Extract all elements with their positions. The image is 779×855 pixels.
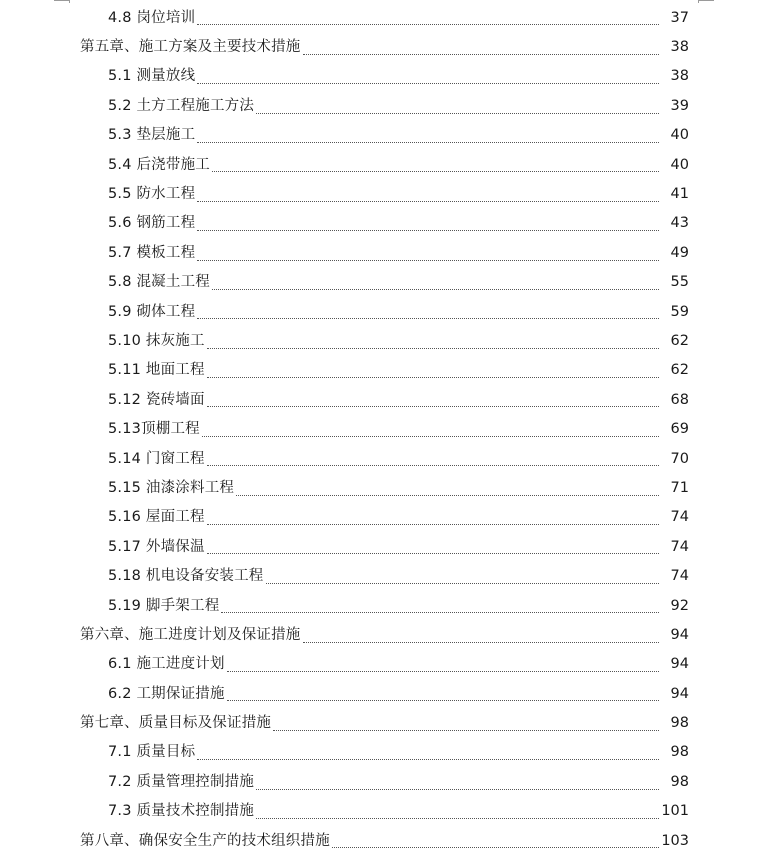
toc-entry-page-number: 74 [670, 509, 689, 526]
toc-dot-leader [197, 23, 659, 25]
toc-section-entry[interactable] [0, 561, 779, 590]
toc-entry-page-number: 70 [670, 450, 689, 467]
toc-entry-page-number: 101 [661, 803, 689, 820]
toc-section-entry[interactable] [0, 150, 779, 179]
toc-dot-leader [212, 170, 659, 172]
toc-dot-leader [207, 464, 659, 466]
toc-section-entry[interactable] [0, 738, 779, 767]
toc-entry-title: 6.1 施工进度计划 [108, 656, 225, 673]
toc-section-entry[interactable] [0, 385, 779, 414]
toc-chapter-entry[interactable] [0, 32, 779, 61]
toc-entry-page-number: 38 [670, 68, 689, 85]
toc-dot-leader [256, 112, 659, 114]
toc-dot-leader [256, 788, 659, 790]
toc-dot-leader [212, 288, 659, 290]
toc-section-entry[interactable] [0, 179, 779, 208]
toc-section-entry[interactable] [0, 444, 779, 473]
toc-entry-title: 5.11 地面工程 [108, 362, 205, 379]
toc-entry-page-number: 49 [670, 244, 689, 261]
toc-entry-title: 5.3 垫层施工 [108, 127, 196, 144]
toc-entry-title: 5.15 油漆涂料工程 [108, 479, 235, 496]
toc-entry-title: 5.1 测量放线 [108, 68, 196, 85]
toc-entry-title: 5.5 防水工程 [108, 186, 196, 203]
toc-chapter-entry[interactable] [0, 620, 779, 649]
toc-entry-page-number: 74 [670, 568, 689, 585]
toc-entry-title: 4.8 岗位培训 [108, 9, 196, 26]
toc-entry-page-number: 69 [670, 421, 689, 438]
toc-dot-leader [236, 494, 659, 496]
toc-section-entry[interactable] [0, 326, 779, 355]
toc-dot-leader [197, 317, 659, 319]
toc-section-entry[interactable] [0, 473, 779, 502]
toc-section-entry[interactable] [0, 297, 779, 326]
toc-section-entry[interactable] [0, 679, 779, 708]
toc-dot-leader [197, 758, 659, 760]
toc-section-entry[interactable] [0, 62, 779, 91]
toc-dot-leader [197, 82, 659, 84]
toc-section-entry[interactable] [0, 414, 779, 443]
toc-entry-page-number: 59 [670, 303, 689, 320]
toc-section-entry[interactable] [0, 121, 779, 150]
toc-dot-leader [221, 611, 659, 613]
toc-section-entry[interactable] [0, 767, 779, 796]
toc-entry-title: 第五章、施工方案及主要技术措施 [80, 39, 301, 56]
toc-section-entry[interactable] [0, 209, 779, 238]
toc-entry-page-number: 98 [670, 773, 689, 790]
toc-entry-title: 第六章、施工进度计划及保证措施 [80, 626, 301, 643]
toc-dot-leader [197, 141, 659, 143]
toc-entry-page-number: 40 [670, 156, 689, 173]
toc-dot-leader [197, 200, 659, 202]
toc-section-entry[interactable] [0, 3, 779, 32]
toc-dot-leader [207, 376, 659, 378]
toc-entry-title: 第七章、质量目标及保证措施 [80, 715, 272, 732]
toc-entry-title: 5.10 抹灰施工 [108, 332, 205, 349]
toc-entry-title: 5.8 混凝土工程 [108, 274, 210, 291]
toc-entry-title: 5.17 外墙保温 [108, 538, 205, 555]
toc-dot-leader [202, 435, 659, 437]
toc-entry-title: 7.1 质量目标 [108, 744, 196, 761]
toc-dot-leader [197, 259, 659, 261]
toc-section-entry[interactable] [0, 532, 779, 561]
toc-entry-page-number: 38 [670, 39, 689, 56]
toc-dot-leader [207, 347, 659, 349]
toc-section-entry[interactable] [0, 356, 779, 385]
toc-dot-leader [256, 817, 659, 819]
toc-chapter-entry[interactable] [0, 708, 779, 737]
toc-entry-title: 5.4 后浇带施工 [108, 156, 210, 173]
toc-entry-page-number: 43 [670, 215, 689, 232]
toc-entry-title: 5.18 机电设备安装工程 [108, 568, 264, 585]
toc-entry-page-number: 98 [670, 744, 689, 761]
toc-entry-title: 5.12 瓷砖墙面 [108, 391, 205, 408]
toc-entry-title: 5.16 屋面工程 [108, 509, 205, 526]
toc-dot-leader [227, 670, 659, 672]
toc-entry-page-number: 74 [670, 538, 689, 555]
toc-entry-title: 5.6 钢筋工程 [108, 215, 196, 232]
table-of-contents [0, 3, 779, 855]
toc-dot-leader [207, 523, 659, 525]
toc-section-entry[interactable] [0, 268, 779, 297]
toc-entry-title: 5.14 门窗工程 [108, 450, 205, 467]
toc-entry-page-number: 98 [670, 715, 689, 732]
toc-section-entry[interactable] [0, 591, 779, 620]
toc-dot-leader [273, 729, 659, 731]
toc-dot-leader [197, 229, 659, 231]
toc-section-entry[interactable] [0, 797, 779, 826]
toc-entry-page-number: 92 [670, 597, 689, 614]
toc-entry-title: 5.2 土方工程施工方法 [108, 97, 255, 114]
toc-section-entry[interactable] [0, 650, 779, 679]
toc-entry-title: 第八章、确保安全生产的技术组织措施 [80, 832, 330, 849]
toc-entry-title: 7.3 质量技术控制措施 [108, 803, 255, 820]
toc-entry-page-number: 68 [670, 391, 689, 408]
toc-entry-title: 5.7 模板工程 [108, 244, 196, 261]
toc-chapter-entry[interactable] [0, 826, 779, 855]
toc-entry-page-number: 39 [670, 97, 689, 114]
toc-entry-page-number: 37 [670, 9, 689, 26]
toc-entry-page-number: 94 [670, 685, 689, 702]
toc-entry-title: 5.13顶棚工程 [108, 421, 200, 438]
toc-dot-leader [266, 582, 660, 584]
toc-entry-title: 6.2 工期保证措施 [108, 685, 225, 702]
toc-entry-title: 5.19 脚手架工程 [108, 597, 220, 614]
toc-entry-page-number: 62 [670, 332, 689, 349]
toc-entry-title: 5.9 砌体工程 [108, 303, 196, 320]
toc-entry-page-number: 94 [670, 656, 689, 673]
toc-dot-leader [227, 699, 659, 701]
toc-dot-leader [303, 641, 660, 643]
toc-entry-title: 7.2 质量管理控制措施 [108, 773, 255, 790]
toc-entry-page-number: 40 [670, 127, 689, 144]
toc-entry-page-number: 62 [670, 362, 689, 379]
toc-section-entry[interactable] [0, 503, 779, 532]
toc-entry-page-number: 41 [670, 186, 689, 203]
toc-entry-page-number: 71 [670, 479, 689, 496]
toc-entry-page-number: 55 [670, 274, 689, 291]
toc-dot-leader [303, 53, 660, 55]
toc-entry-page-number: 103 [661, 832, 689, 849]
toc-dot-leader [207, 552, 659, 554]
toc-entry-page-number: 94 [670, 626, 689, 643]
toc-dot-leader [207, 405, 659, 407]
toc-section-entry[interactable] [0, 238, 779, 267]
toc-section-entry[interactable] [0, 91, 779, 120]
toc-dot-leader [332, 846, 659, 848]
